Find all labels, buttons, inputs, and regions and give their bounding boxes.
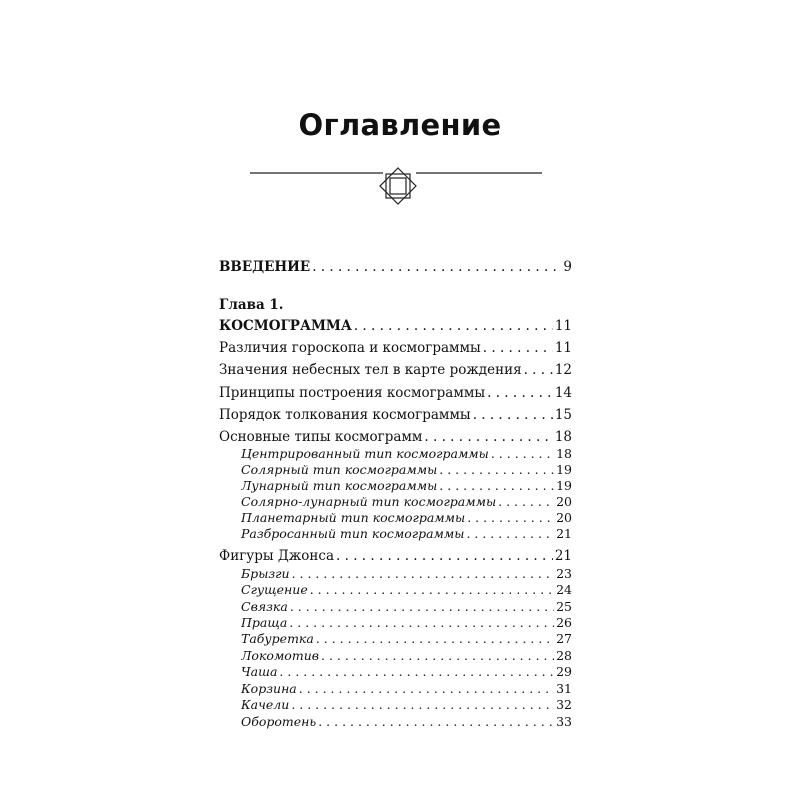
entry-label: Табуретка [241,631,314,646]
dot-leader [316,631,554,647]
page-number: 20 [556,510,572,525]
dot-leader [467,510,554,526]
page-number: 14 [554,385,572,401]
dot-leader [290,599,554,615]
entry-label: Значения небесных тел в карте рождения [219,362,522,378]
dot-leader [487,384,553,402]
toc-entry[interactable] [241,462,572,478]
toc-entry[interactable] [241,582,572,598]
toc-entry[interactable] [241,566,572,582]
dot-leader [312,258,561,276]
page-number: 12 [554,362,572,378]
toc-entry[interactable] [241,494,572,510]
toc-entry[interactable] [219,361,572,379]
page-number: 23 [556,566,572,581]
page-number: 25 [556,599,572,614]
page-number: 27 [556,631,572,646]
chapter-number: Глава 1. [219,297,284,313]
entry-label: Солярно-лунарный тип космограммы [241,494,497,509]
entry-label: Связка [241,599,288,614]
toc-entry[interactable] [219,384,572,402]
entry-label: КОСМОГРАММА [219,318,352,334]
entry-label: ВВЕДЕНИЕ [219,259,311,275]
dot-leader [524,361,553,379]
entry-label: Брызги [241,566,290,581]
page-number: 28 [556,648,572,663]
toc-entry[interactable] [241,631,572,647]
dot-leader [498,494,554,510]
toc-entry[interactable] [219,428,572,446]
toc-entry[interactable] [219,547,572,565]
dot-leader [318,714,554,730]
page-number: 20 [556,494,572,509]
dot-leader [291,697,554,713]
entry-label: Оборотень [241,714,317,729]
entry-label: Разбросанный тип космограммы [241,526,465,541]
page-number: 21 [554,548,572,564]
entry-label: Лунарный тип космограммы [241,478,438,493]
dot-leader [354,317,553,335]
toc-entry[interactable] [241,446,572,462]
page-number: 9 [563,259,572,275]
dot-leader [491,446,554,462]
toc-entry-chapter1[interactable] [219,317,572,335]
dot-leader [473,406,553,424]
dot-leader [439,478,554,494]
toc-entry[interactable] [241,510,572,526]
toc-entry[interactable] [241,478,572,494]
page-number: 33 [556,714,572,729]
dot-leader [321,648,554,664]
toc-entry[interactable] [241,664,572,680]
dot-leader [310,582,554,598]
entry-label: Принципы построения космограммы [219,385,486,401]
entry-label: Сгущение [241,582,308,597]
page-number: 21 [556,526,572,541]
toc-entry[interactable] [241,648,572,664]
dot-leader [292,566,555,582]
page-number: 15 [554,407,572,423]
entry-label: Праща [241,615,288,630]
page-number: 32 [556,697,572,712]
entry-label: Планетарный тип космограммы [241,510,466,525]
entry-label: Солярный тип космограммы [241,462,438,477]
page-title: Оглавление [298,108,502,142]
page-number: 24 [556,582,572,597]
page-number: 11 [554,318,572,334]
dot-leader [439,462,554,478]
entry-label: Различия гороскопа и космограммы [219,340,481,356]
toc-entry[interactable] [219,406,572,424]
dot-leader [279,664,554,680]
toc-entry[interactable] [241,615,572,631]
entry-label: Качели [241,697,290,712]
dot-leader [466,526,554,542]
dot-leader [424,428,552,446]
page-number: 11 [554,340,572,356]
page-number: 18 [554,429,572,445]
dot-leader [336,547,553,565]
toc-entry[interactable] [241,681,572,697]
page-number: 18 [556,446,572,461]
page-number: 19 [556,462,572,477]
toc-entry[interactable] [241,697,572,713]
entry-label: Чаша [241,664,278,679]
toc-entry[interactable] [219,339,572,357]
dot-leader [289,615,554,631]
table-of-contents [219,0,572,800]
page-number: 29 [556,664,572,679]
toc-entry-intro[interactable] [219,258,572,276]
entry-label: Основные типы космограмм [219,429,423,445]
chapter-heading [219,296,572,314]
dot-leader [299,681,554,697]
entry-label: Центрированный тип космограммы [241,446,489,461]
page-number: 19 [556,478,572,493]
entry-label: Корзина [241,681,297,696]
entry-label: Фигуры Джонса [219,548,335,564]
entry-label: Порядок толкования космограммы [219,407,471,423]
toc-entry[interactable] [241,526,572,542]
dot-leader [483,339,553,357]
toc-entry[interactable] [241,599,572,615]
toc-entry[interactable] [241,714,572,730]
page-number: 26 [556,615,572,630]
entry-label: Локомотив [241,648,320,663]
page-number: 31 [556,681,572,696]
